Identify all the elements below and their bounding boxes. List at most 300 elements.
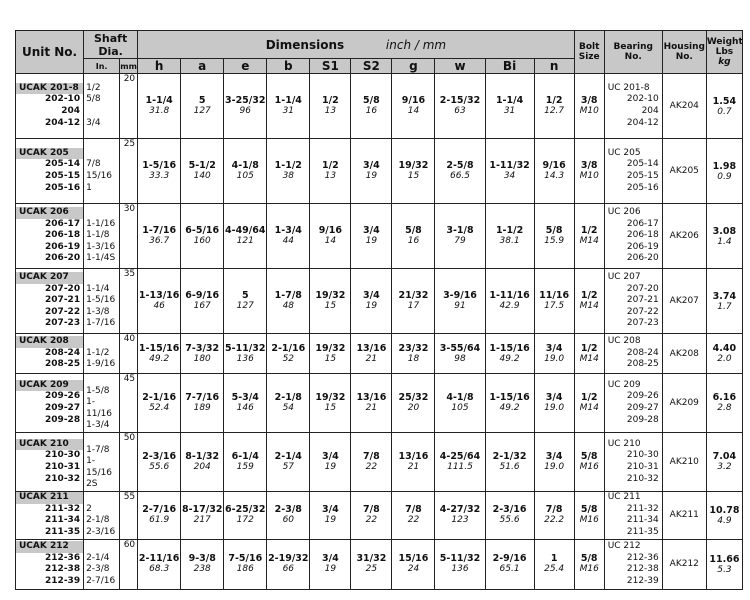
dimension-mm: 167: [193, 301, 211, 311]
housing-no: AK207: [662, 269, 706, 334]
bearing-no: 212-36: [626, 552, 659, 563]
dimension-mm: 66.5: [449, 171, 471, 181]
bearing-no: 208-25: [626, 359, 659, 370]
dimension-cell: [138, 204, 181, 269]
dimension-inch: 5/8: [545, 225, 563, 236]
shaft-in-value: 2-7/16: [86, 576, 116, 587]
shaft-in-value: 1-3/16: [86, 241, 116, 252]
dimension-inch: 3/4: [322, 450, 339, 462]
dimension-mm: 17: [407, 301, 420, 311]
dimension-inch: 2-3/8: [274, 504, 302, 516]
dimension-inch: 2-1/4: [274, 450, 302, 462]
dimension-cell: [351, 334, 392, 374]
unit-no-cell: [16, 334, 84, 374]
dimension-inch: 9-3/8: [188, 553, 216, 565]
dimension-cell: [392, 204, 435, 269]
dimension-inch: 4-25/64: [439, 450, 481, 462]
dimensions-title: Dimensions: [265, 37, 345, 52]
bearing-no: 210-30: [626, 450, 659, 461]
dimension-cell: [435, 432, 485, 491]
shaft-in-cell: [84, 432, 120, 491]
unit-no-cell: [16, 204, 84, 269]
dimension-inch: 2-1/8: [274, 391, 302, 403]
shaft-in-value: [86, 374, 117, 386]
dimension-mm: 55.6: [149, 461, 170, 472]
housing-no: AK208: [662, 334, 706, 374]
dimension-inch: 9/16: [318, 225, 342, 236]
unit-no: 208-25: [45, 359, 81, 370]
dimension-inch: 3/4: [545, 450, 563, 462]
dimension-mm: 186: [236, 564, 254, 575]
dimension-mm: 19.0: [544, 353, 565, 364]
dimension-mm: 19: [365, 236, 378, 246]
dimension-inch: 7/8: [545, 504, 563, 516]
dimension-inch: 3/4: [363, 160, 380, 171]
dimension-cell: [267, 491, 310, 539]
dimension-cell: [181, 491, 224, 539]
weight-header: [706, 31, 742, 74]
dimension-inch: 1: [550, 553, 558, 565]
bearing-no: UC 208: [607, 336, 641, 347]
bearing-no: 211-32: [626, 503, 659, 514]
dimension-mm: 42.9: [499, 301, 520, 311]
table-row: [16, 334, 743, 374]
housing-no: AK211: [662, 491, 706, 539]
weight-lbs: 7.04: [712, 451, 737, 463]
dimension-mm: 14: [407, 106, 420, 116]
dimension-inch: 2-9/16: [492, 553, 527, 565]
dimension-mm: 15: [324, 301, 337, 311]
unit-no: 205-15: [45, 171, 81, 181]
dimension-inch: 5-3/4: [231, 391, 259, 403]
bolt-metric: M16: [579, 564, 599, 575]
dimension-mm: 61.9: [149, 515, 170, 526]
weight-lbs: 3.08: [712, 225, 737, 237]
dimension-inch: 4-1/8: [446, 391, 474, 403]
bolt-size-cell: [574, 74, 604, 139]
dimension-mm: 31: [503, 106, 516, 116]
dimension-cell: [267, 334, 310, 374]
dimension-mm: 15: [324, 402, 337, 413]
weight-lbs-label: Weight Lbs: [706, 37, 743, 57]
dimension-cell: [267, 269, 310, 334]
dimension-inch: 31/32: [356, 553, 387, 565]
dimension-inch: 3/4: [363, 225, 380, 236]
bearing-no: 211-35: [626, 527, 659, 538]
unit-no: 211-35: [45, 527, 81, 538]
dimension-inch: 4-27/32: [439, 504, 481, 516]
shaft-in-value: 1-1/4S: [86, 253, 116, 264]
dimension-inch: 2-19/32: [268, 553, 309, 565]
dimension-inch: 3-55/64: [439, 342, 481, 354]
dimension-mm: 60: [282, 515, 295, 526]
dimension-cell: [392, 432, 435, 491]
dimension-cell: [310, 432, 351, 491]
shaft-in-value: 1-3/4: [86, 420, 110, 431]
dim-col-header: g: [392, 59, 435, 74]
dimension-cell: [435, 74, 485, 139]
bolt-metric: M14: [579, 353, 599, 364]
dimension-cell: [351, 491, 392, 539]
weight-lbs: 10.78: [709, 504, 740, 516]
dimension-mm: 121: [236, 236, 254, 246]
bolt-size-cell: [574, 374, 604, 433]
dimension-cell: [435, 269, 485, 334]
dimension-inch: 6-5/16: [185, 225, 220, 236]
dimension-mm: 111.5: [447, 461, 473, 472]
housing-no: AK206: [662, 204, 706, 269]
dimension-inch: 5-1/2: [188, 160, 216, 171]
unit-no: 204: [61, 106, 81, 116]
bolt-metric: M10: [579, 106, 599, 116]
shaft-in-cell: [84, 204, 120, 269]
bolt-metric: M16: [579, 461, 599, 472]
dimension-mm: 21: [365, 402, 378, 413]
unit-no: 205-14: [45, 159, 81, 170]
shaft-in-value: 1-5/16: [86, 295, 116, 306]
dim-col-header: Bi: [485, 59, 534, 74]
dimension-mm: 54: [282, 402, 295, 413]
shaft-mm-value: 35: [120, 269, 138, 334]
dimension-cell: [534, 204, 574, 269]
dimension-cell: [435, 139, 485, 204]
dimension-cell: [181, 334, 224, 374]
dimension-cell: [138, 374, 181, 433]
unit-no: 212-39: [45, 576, 81, 587]
dimension-mm: 46: [153, 301, 165, 311]
dimension-cell: [534, 539, 574, 589]
shaft-dia-header: Shaft Dia.: [84, 31, 138, 59]
bearing-no: UC 210: [607, 438, 641, 449]
bearing-no-cell: [604, 269, 662, 334]
shaft-in-value: 1-3/8: [86, 306, 110, 317]
weight-kg: 2.0: [717, 354, 732, 364]
bearing-no-header: Bearing No.: [604, 31, 662, 74]
dimension-cell: [224, 74, 267, 139]
dimension-inch: 1/2: [322, 160, 339, 171]
dimension-cell: [224, 269, 267, 334]
shaft-in-cell: [84, 139, 120, 204]
dimension-cell: [310, 139, 351, 204]
unit-no: UCAK 207: [16, 272, 83, 284]
shaft-in-cell: [84, 334, 120, 374]
shaft-in-value: 1: [86, 182, 92, 193]
dimension-mm: 19: [365, 171, 378, 181]
dimension-mm: 12.7: [544, 106, 565, 116]
dimension-cell: [224, 374, 267, 433]
dimension-mm: 21: [407, 461, 420, 472]
dimension-mm: 98: [454, 353, 466, 364]
unit-no: 209-27: [45, 402, 81, 413]
dimension-inch: 1-1/4: [495, 95, 524, 106]
dimension-inch: 7/8: [363, 504, 380, 516]
shaft-in-value: 1-1/4: [86, 283, 110, 294]
unit-no: UCAK 208: [16, 336, 83, 348]
dimension-cell: [435, 374, 485, 433]
shaft-in-cell: [84, 491, 120, 539]
dimension-cell: [485, 432, 534, 491]
shaft-in-cell: [84, 539, 120, 589]
unit-no: 210-31: [45, 461, 81, 472]
dimension-cell: [351, 432, 392, 491]
weight-kg: 0.9: [717, 171, 732, 182]
dimension-mm: 15.9: [544, 236, 565, 246]
weight-cell: [706, 269, 742, 334]
dimension-mm: 38: [282, 171, 295, 181]
bolt-size-cell: [574, 539, 604, 589]
table-body: [16, 74, 743, 590]
dimension-mm: 20: [407, 402, 420, 413]
dimension-cell: [138, 491, 181, 539]
dimension-mm: 17.5: [544, 301, 565, 311]
dimension-cell: [435, 334, 485, 374]
dimension-mm: 15: [407, 171, 420, 181]
housing-no: AK212: [662, 539, 706, 589]
dimension-mm: 57: [282, 461, 295, 472]
dimension-mm: 48: [282, 301, 295, 311]
dimension-mm: 31.8: [149, 106, 170, 116]
shaft-mm-value: 45: [120, 374, 138, 433]
dimension-cell: [435, 204, 485, 269]
dimension-mm: 105: [236, 171, 254, 181]
dimension-inch: 2-1/32: [492, 450, 527, 462]
dimension-inch: 1-1/4: [145, 95, 173, 106]
bearing-no: 209-28: [626, 414, 659, 425]
unit-no: UCAK 211: [16, 492, 83, 504]
shaft-in-value: 2-3/8: [86, 564, 110, 575]
dimension-inch: 1-15/16: [138, 342, 180, 354]
dimension-mm: 14.3: [544, 171, 565, 181]
table-row: [16, 539, 743, 589]
dimension-mm: 52.4: [149, 402, 170, 413]
dimension-inch: 1/2: [322, 95, 339, 106]
dimension-inch: 4-1/8: [231, 160, 259, 171]
weight-kg-label: kg: [718, 57, 731, 67]
dimension-inch: 6-25/32: [225, 504, 266, 516]
dimension-inch: 2-3/16: [142, 450, 177, 462]
dimension-cell: [138, 539, 181, 589]
dimension-mm: 38.1: [499, 236, 520, 246]
bearing-no: 207-20: [626, 283, 659, 294]
bolt-inch: 1/2: [580, 391, 598, 403]
dimension-mm: 22: [365, 515, 378, 526]
dimension-inch: 7-5/16: [228, 553, 263, 565]
bearing-no: 205-15: [626, 171, 659, 181]
dimension-inch: 2-15/32: [439, 95, 481, 106]
dimension-cell: [351, 539, 392, 589]
weight-lbs: 6.16: [712, 392, 737, 404]
dimension-mm: 66: [282, 564, 295, 575]
dim-col-header: S1: [310, 59, 351, 74]
dimension-mm: 68.3: [149, 564, 170, 575]
dimension-inch: 9/16: [401, 95, 426, 106]
dimension-mm: 136: [236, 353, 254, 364]
dimension-cell: [267, 539, 310, 589]
bolt-metric: M16: [579, 515, 599, 526]
dimension-inch: 2-3/16: [492, 504, 527, 516]
unit-no-cell: [16, 139, 84, 204]
unit-no-cell: [16, 432, 84, 491]
dim-col-header: b: [267, 59, 310, 74]
dimension-inch: 3-1/8: [446, 225, 474, 236]
dimension-inch: 5-11/32: [439, 553, 481, 565]
dimension-mm: 25.4: [544, 564, 565, 575]
bearing-no: 206-19: [626, 241, 659, 252]
dimension-inch: 8-17/32: [181, 504, 223, 516]
bearing-no: UC 211: [607, 492, 641, 503]
shaft-in-value: 2S: [86, 479, 98, 490]
unit-no: 206-19: [45, 241, 81, 252]
dimension-mm: 49.2: [149, 353, 170, 364]
bearing-no: 209-26: [626, 391, 659, 402]
dimension-cell: [351, 204, 392, 269]
shaft-in-header: In.: [84, 59, 120, 74]
dimension-inch: 1-7/16: [142, 225, 177, 236]
bolt-size-cell: [574, 269, 604, 334]
bearing-no: 207-23: [626, 318, 659, 329]
shaft-in-value: [86, 148, 117, 160]
dimension-cell: [534, 374, 574, 433]
dimension-inch: 19/32: [315, 342, 346, 354]
dimension-mm: 160: [193, 236, 211, 246]
table-row: [16, 74, 743, 139]
unit-no: 207-23: [45, 318, 81, 329]
dim-col-header: h: [138, 59, 181, 74]
dimension-cell: [392, 269, 435, 334]
housing-no-header: Housing No.: [662, 31, 706, 74]
dim-col-header: S2: [351, 59, 392, 74]
dimension-cell: [181, 269, 224, 334]
bolt-inch: 5/8: [580, 450, 598, 462]
dimension-cell: [310, 374, 351, 433]
unit-no: UCAK 201-8: [16, 83, 83, 95]
dimension-cell: [224, 204, 267, 269]
bolt-size-cell: [574, 432, 604, 491]
bearing-no: 206-20: [626, 253, 659, 264]
dimension-mm: 159: [236, 461, 254, 472]
shaft-mm-header: mm: [120, 59, 138, 74]
dimension-mm: 31: [282, 106, 295, 116]
shaft-in-value: [86, 433, 117, 445]
dimension-inch: 3/4: [545, 391, 563, 403]
weight-lbs: 4.40: [712, 343, 737, 354]
shaft-in-value: 1-1/8: [86, 230, 110, 241]
shaft-in-value: [86, 207, 117, 219]
dimension-mm: 21: [365, 353, 378, 364]
shaft-in-value: [86, 336, 117, 348]
unit-no: 210-30: [45, 450, 81, 461]
dimension-cell: [310, 74, 351, 139]
dimension-mm: 19.0: [544, 461, 565, 472]
bearing-no-cell: [604, 204, 662, 269]
housing-no: AK205: [662, 139, 706, 204]
unit-no: 211-32: [45, 503, 81, 514]
weight-kg: 5.3: [717, 564, 732, 575]
bearing-no: 210-32: [626, 473, 659, 484]
unit-no: 207-22: [45, 306, 81, 317]
dimension-inch: 1-11/16: [489, 290, 530, 301]
dimension-inch: 1-15/16: [489, 342, 530, 354]
dimension-mm: 19.0: [544, 402, 565, 413]
dimension-inch: 1-11/32: [489, 160, 530, 171]
weight-cell: [706, 374, 742, 433]
dimension-inch: 1-5/16: [142, 160, 177, 171]
bolt-inch: 3/8: [580, 95, 598, 106]
bearing-no: 208-24: [626, 347, 659, 358]
dimension-cell: [392, 74, 435, 139]
unit-no: 208-24: [45, 347, 81, 358]
dimension-inch: 15/16: [398, 553, 429, 565]
bearing-no-cell: [604, 491, 662, 539]
dimension-cell: [181, 539, 224, 589]
dimension-mm: 91: [454, 301, 466, 311]
shaft-in-value: 1/2: [86, 82, 101, 93]
bearing-no: 204-12: [626, 117, 659, 128]
bearing-no: 212-38: [626, 564, 659, 575]
dimension-cell: [351, 74, 392, 139]
dimension-cell: [392, 139, 435, 204]
dimension-mm: 49.2: [499, 353, 520, 364]
shaft-in-cell: [84, 74, 120, 139]
dimension-cell: [181, 139, 224, 204]
dimension-cell: [138, 432, 181, 491]
dim-col-header: n: [534, 59, 574, 74]
housing-no: AK210: [662, 432, 706, 491]
bolt-size-cell: [574, 204, 604, 269]
dimension-cell: [534, 74, 574, 139]
dimension-cell: [181, 432, 224, 491]
dimension-cell: [485, 334, 534, 374]
dimension-mm: 19: [324, 564, 337, 575]
dimensions-header: [138, 31, 575, 59]
weight-cell: [706, 539, 742, 589]
dimension-mm: 19: [365, 301, 378, 311]
dimension-mm: 127: [236, 301, 254, 311]
dimension-cell: [392, 334, 435, 374]
dimension-inch: 3-25/32: [225, 95, 266, 106]
weight-kg: 4.9: [717, 515, 732, 526]
dimension-mm: 189: [193, 402, 211, 413]
shaft-mm-value: 55: [120, 491, 138, 539]
ucak-spec-table: [15, 30, 743, 590]
dimension-mm: 18: [407, 353, 420, 364]
dimension-mm: 105: [451, 402, 469, 413]
dimension-mm: 22.2: [544, 515, 565, 526]
shaft-in-value: 1-15/16: [86, 456, 113, 478]
dimension-inch: 2-1/16: [271, 342, 306, 354]
dimension-mm: 13: [324, 171, 337, 181]
dimension-inch: 5: [241, 290, 249, 301]
dimension-mm: 49.2: [499, 402, 520, 413]
unit-no: UCAK 209: [16, 380, 83, 392]
weight-lbs: 3.74: [712, 290, 737, 302]
dimension-cell: [351, 139, 392, 204]
shaft-in-value: [86, 492, 117, 504]
shaft-in-value: [86, 106, 117, 118]
dimension-inch: 23/32: [398, 342, 429, 354]
dimension-mm: 172: [236, 515, 254, 526]
unit-no: 210-32: [45, 473, 81, 484]
bolt-size-cell: [574, 491, 604, 539]
table-row: [16, 374, 743, 433]
unit-no-cell: [16, 491, 84, 539]
dimension-cell: [351, 269, 392, 334]
dimension-cell: [138, 74, 181, 139]
dimension-cell: [267, 374, 310, 433]
bearing-no: 206-18: [626, 230, 659, 241]
table-row: [16, 139, 743, 204]
dimension-inch: 1-3/4: [274, 225, 302, 236]
